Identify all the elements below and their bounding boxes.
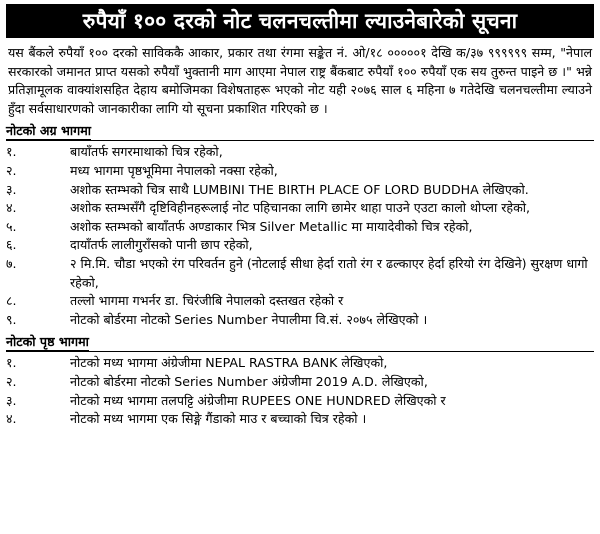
item-text: नोटको बोर्डरमा नोटको Series Number अंग्रेजीमा 2019 A.D. लेखिएको, [70,373,428,389]
list-item [6,354,594,373]
item-number: ५. [6,218,17,234]
item-text: बायाँतर्फ सगरमाथाको चित्र रहेको, [70,144,223,160]
list-item [6,218,594,237]
list-item [6,143,594,162]
front-section-heading: नोटको अग्र भागमा [6,123,92,139]
item-text: अशोक स्तम्भको चित्र साथै LUMBINI THE BIRTH PLACE OF LORD BUDDHA लेखिएको. [70,181,529,197]
list-item [6,236,594,255]
intro-paragraph: यस बैंकले रुपैयाँ १०० दरको साविककै आकार, प्रकार तथा रंगमा सङ्केत नं. ओ/१८ ०००००१ देखि क/३७ ९९९९९९ सम्म, "नेपाल सरकारको जमानत प्राप्त यसको रुपैयाँ भुक्तानी माग आएमा नेपाल राष्ट्र बैंकबाट रुपैयाँ १०० रुपैयाँ एक सय तुरुन्त पाइने छ ।" भन्ने प्रतिज्ञामूलक वाक्यांशसहित देहाय बमोजिमका विशेषताहरू भएको नोट यही २०७६ साल ६ महिना ७ गतेदेखि चलनचल्तीमा ल्याउने हुँदा सर्वसाधारणको जानकारीका लागि यो सूचना प्रकाशित गरिएको छ । [8,45,592,116]
item-number: २. [6,162,17,178]
list-item [6,373,594,392]
front-features-list [6,143,594,329]
item-text: तल्लो भागमा गभर्नर डा. चिरंजीबि नेपालको दस्तखत रहेको र [70,293,344,309]
item-number: ९. [6,311,17,327]
list-item [6,392,594,411]
item-text: २ मि.मि. चौडा भएको रंग परिवर्तन हुने (नोटलाई सीधा हेर्दा रातो रंग र ढल्काएर हेर्दा हरियो रंग देखिने) सुरक्षण धागो रहेको, [70,255,588,290]
item-text: दायाँतर्फ लालीगुराँसको पानी छाप रहेको, [70,237,253,253]
item-number: ३. [6,392,17,408]
item-number: १. [6,355,17,371]
item-number: ४. [6,200,17,216]
back-section [6,329,594,428]
item-text: अशोक स्तम्भसँगै दृष्टिविहीनहरूलाई नोट पहिचानका लागि छामेर थाहा पाउने एउटा कालो थोप्ला रहेको, [70,200,531,216]
item-number: ६. [6,237,17,253]
divider [6,351,594,352]
item-text: नोटको बोर्डरमा नोटको Series Number नेपालीमा वि.सं. २०७५ लेखिएको । [70,311,428,327]
list-item [6,162,594,181]
list-item [6,199,594,218]
item-number: ४. [6,411,17,427]
item-text: नोटको मध्य भागमा एक सिङ्गे गैंडाको माउ र बच्चाको चित्र रहेको । [70,411,367,427]
item-number: ७. [6,255,17,271]
item-text: नोटको मध्य भागमा अंग्रेजीमा NEPAL RASTRA BANK लेखिएको, [70,355,388,371]
list-item [6,292,594,311]
item-text: मध्य भागमा पृष्ठभूमिमा नेपालको नक्सा रहेको, [70,162,278,178]
item-number: ८. [6,293,17,309]
front-section [6,118,594,329]
back-section-heading: नोटको पृष्ठ भागमा [6,334,89,350]
notice-title: रुपैयाँ १०० दरको नोट चलनचल्तीमा ल्याउनेबारेको सूचना [6,4,594,38]
list-item [6,255,594,292]
item-number: २. [6,373,17,389]
item-text: अशोक स्तम्भको बायाँतर्फ अण्डाकार भित्र Silver Metallic मा मायादेवीको चित्र रहेको, [70,218,473,234]
back-features-list [6,354,594,428]
item-text: नोटको मध्य भागमा तलपट्टि अंग्रेजीमा RUPEES ONE HUNDRED लेखिएको र [70,392,446,408]
item-number: ३. [6,181,17,197]
list-item [6,410,594,429]
list-item [6,181,594,200]
list-item [6,311,594,330]
notice-page [0,4,600,534]
divider [6,140,594,141]
item-number: १. [6,144,17,160]
